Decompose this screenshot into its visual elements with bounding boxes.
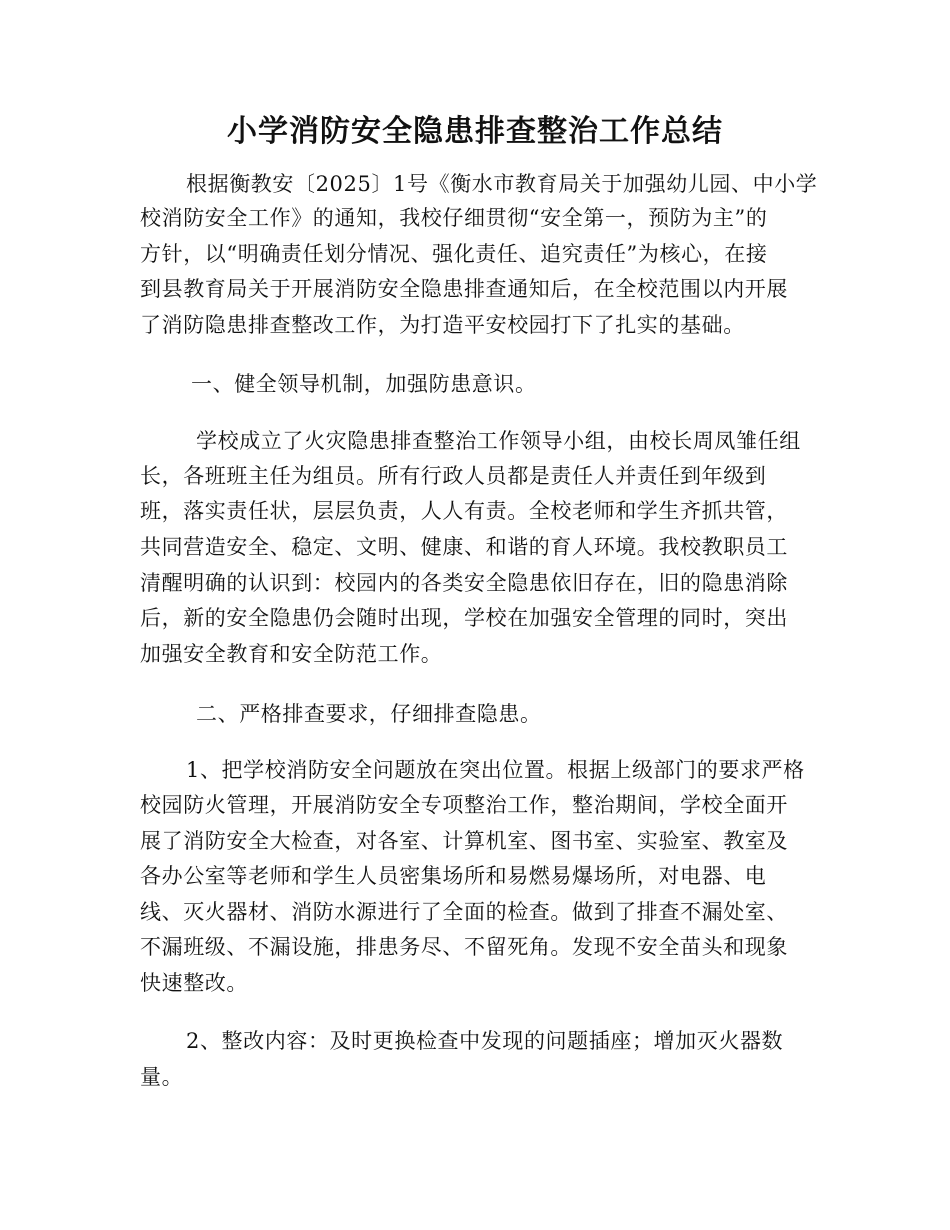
paragraph-line: 校园防火管理，开展消防安全专项整治工作，整治期间，学校全面开: [140, 793, 788, 817]
paragraph-line: 方针，以“明确责任划分情况、强化责任、追究责任”为核心，在接: [140, 242, 768, 266]
paragraph-line: 长，各班班主任为组员。所有行政人员都是责任人并责任到年级到: [140, 464, 767, 488]
paragraph-line: 根据衡教安〔2025〕1号《衡水市教育局关于加强幼儿园、中小学: [186, 172, 818, 196]
paragraph-line: 校消防安全工作》的通知，我校仔细贯彻“安全第一，预防为主”的: [140, 206, 768, 230]
paragraph-line: 后，新的安全隐患仍会随时出现，学校在加强安全管理的同时，突出: [140, 606, 788, 630]
section-heading: 一、健全领导机制，加强防患意识。: [191, 372, 537, 396]
paragraph-line: 不漏班级、不漏设施，排患务尽、不留死角。发现不安全苗头和现象: [140, 935, 788, 959]
paragraph-line: 展了消防安全大检查，对各室、计算机室、图书室、实验室、教室及: [140, 829, 788, 853]
paragraph-line: 1、把学校消防安全问题放在突出位置。根据上级部门的要求严格: [186, 758, 805, 782]
paragraph-line: 学校成立了火灾隐患排查整治工作领导小组，由校长周凤雏任组: [196, 429, 801, 453]
paragraph-line: 量。: [140, 1065, 184, 1089]
paragraph-line: 快速整改。: [140, 971, 248, 995]
paragraph-line: 清醒明确的认识到：校园内的各类安全隐患依旧存在，旧的隐患消除: [140, 571, 788, 595]
paragraph-line: 班，落实责任状，层层负责，人人有责。全校老师和学生齐抓共管，: [140, 499, 788, 523]
paragraph-line: 线、灭火器材、消防水源进行了全面的检查。做到了排查不漏处室、: [140, 900, 788, 924]
paragraph-line: 共同营造安全、稳定、文明、健康、和谐的育人环境。我校教职员工: [140, 535, 788, 559]
document-title: 小学消防安全隐患排查整治工作总结: [227, 114, 723, 149]
paragraph-line: 加强安全教育和安全防范工作。: [140, 642, 443, 666]
paragraph-line: 各办公室等老师和学生人员密集场所和易燃易爆场所，对电器、电: [140, 864, 767, 888]
section-heading: 二、严格排查要求，仔细排查隐患。: [196, 702, 542, 726]
paragraph-line: 了消防隐患排查整改工作，为打造平安校园打下了扎实的基础。: [140, 313, 745, 337]
paragraph-line: 2、整改内容：及时更换检查中发现的问题插座；增加灭火器数: [186, 1029, 784, 1053]
paragraph-line: 到县教育局关于开展消防安全隐患排查通知后，在全校范围以内开展: [140, 277, 788, 301]
